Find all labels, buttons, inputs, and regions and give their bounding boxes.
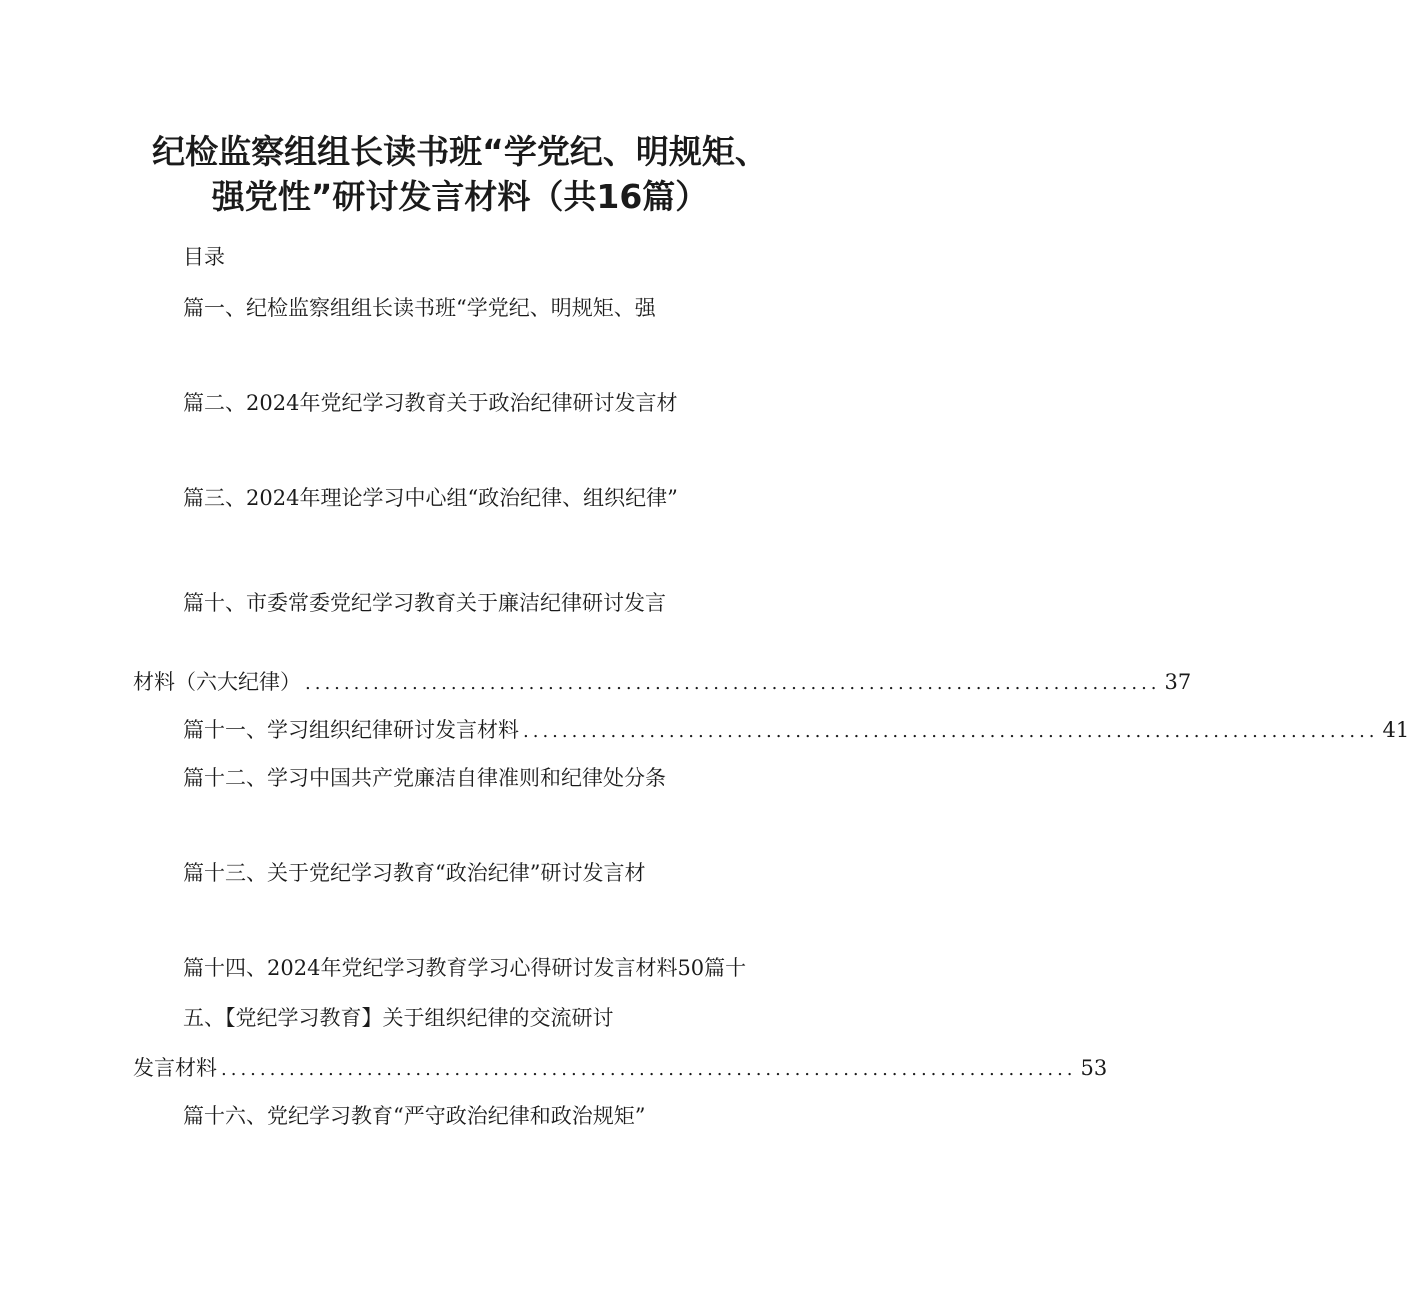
toc-entry[interactable] — [133, 669, 1192, 697]
toc-entry[interactable]: 篇三、2024年理论学习中心组“政治纪律、组织纪律” — [183, 486, 678, 510]
toc-entry[interactable]: 篇十、市委常委党纪学习教育关于廉洁纪律研讨发言 — [183, 591, 666, 615]
toc-entry[interactable] — [183, 717, 1409, 745]
toc-entry[interactable]: 篇十二、学习中国共产党廉洁自律准则和纪律处分条 — [183, 766, 666, 790]
toc-heading: 目录 — [183, 245, 225, 269]
toc-entry[interactable]: 篇一、纪检监察组组长读书班“学党纪、明规矩、强 — [183, 296, 656, 320]
toc-dot-leader: ........................................................................................ — [523, 721, 1379, 742]
toc-entry[interactable] — [133, 1055, 1108, 1083]
toc-entry[interactable]: 篇十三、关于党纪学习教育“政治纪律”研讨发言材 — [183, 861, 646, 885]
toc-entry-text: 材料（六大纪律） — [133, 670, 301, 694]
toc-dot-leader: ........................................................................................ — [221, 1059, 1077, 1080]
toc-page-number: 53 — [1080, 1056, 1108, 1080]
toc-entry-text: 篇十一、学习组织纪律研讨发言材料 — [183, 718, 519, 742]
toc-entry[interactable]: 篇二、2024年党纪学习教育关于政治纪律研讨发言材 — [183, 391, 678, 415]
toc-entry[interactable]: 篇十四、2024年党纪学习教育学习心得研讨发言材料50篇十 — [183, 956, 747, 980]
document-title-line-1: 纪检监察组组长读书班“学党纪、明规矩、 — [152, 132, 768, 171]
toc-entry[interactable]: 篇十六、党纪学习教育“严守政治纪律和政治规矩” — [183, 1104, 646, 1128]
toc-entry[interactable]: 五、【党纪学习教育】关于组织纪律的交流研讨 — [183, 1006, 614, 1030]
toc-page-number: 37 — [1164, 670, 1192, 694]
toc-dot-leader: ........................................................................................ — [305, 673, 1161, 694]
document-title-line-2: 强党性”研讨发言材料（共16篇） — [211, 177, 709, 216]
toc-page-number: 41 — [1382, 718, 1409, 742]
toc-entry-text: 发言材料 — [133, 1056, 217, 1080]
